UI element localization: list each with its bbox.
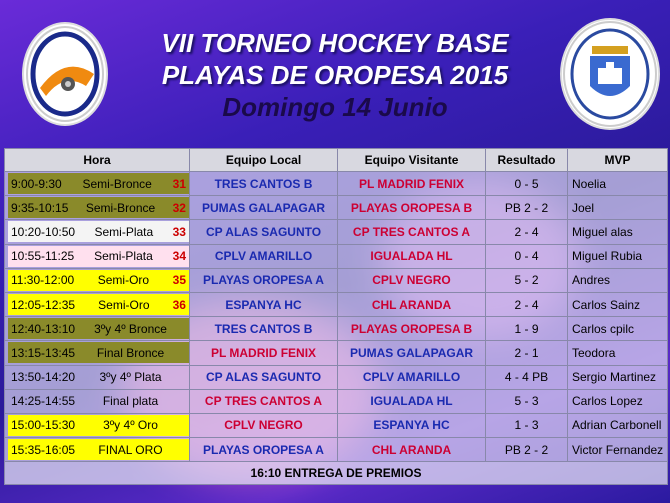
- table-row: [5, 438, 668, 462]
- time-range: 14:25-14:55: [11, 394, 76, 409]
- time-cell: [5, 341, 190, 365]
- town-seal: [560, 18, 660, 130]
- table-row: [5, 196, 668, 220]
- away-team: CP TRES CANTOS A: [338, 220, 486, 244]
- title-line-3: Domingo 14 Junio: [222, 92, 448, 122]
- away-team: IGUALADA HL: [338, 389, 486, 413]
- result: PB 2 - 2: [486, 196, 568, 220]
- home-team: CP ALAS SAGUNTO: [190, 220, 338, 244]
- mvp-player: Miguel Rubia: [568, 244, 668, 268]
- home-team: CP TRES CANTOS A: [190, 389, 338, 413]
- result: 2 - 1: [486, 341, 568, 365]
- match-number: 31: [172, 176, 186, 191]
- result: 5 - 2: [486, 268, 568, 292]
- match-number: 34: [172, 249, 186, 264]
- schedule-table: [4, 148, 667, 485]
- column-header-resultado: Resultado: [486, 149, 568, 172]
- phase-label: Final plata: [102, 394, 159, 409]
- time-cell: [5, 292, 190, 316]
- table-row: [5, 341, 668, 365]
- time-cell: [5, 438, 190, 462]
- phase-label: Semi-Plata: [94, 249, 153, 264]
- column-header-mvp: MVP: [568, 149, 668, 172]
- time-cell: [5, 172, 190, 196]
- phase-label: 3ºy 4º Plata: [99, 370, 162, 385]
- mvp-player: Victor Fernandez: [568, 438, 668, 462]
- result: 1 - 3: [486, 413, 568, 437]
- result: 2 - 4: [486, 220, 568, 244]
- mvp-player: Adrian Carbonell: [568, 413, 668, 437]
- time-range: 10:55-11:25: [11, 249, 75, 264]
- away-team: PL MADRID FENIX: [338, 172, 486, 196]
- time-range: 10:20-10:50: [11, 224, 76, 239]
- header: [0, 0, 670, 148]
- column-header-local: Equipo Local: [190, 149, 338, 172]
- table-row: [5, 413, 668, 437]
- home-team: ESPANYA HC: [190, 292, 338, 316]
- home-team: PUMAS GALAPAGAR: [190, 196, 338, 220]
- time-range: 11:30-12:00: [11, 273, 75, 288]
- home-team: CP ALAS SAGUNTO: [190, 365, 338, 389]
- time-range: 12:05-12:35: [11, 297, 76, 312]
- mvp-player: Andres: [568, 268, 668, 292]
- mvp-player: Teodora: [568, 341, 668, 365]
- mvp-player: Miguel alas: [568, 220, 668, 244]
- mvp-player: Carlos cpilc: [568, 317, 668, 341]
- away-team: CPLV NEGRO: [338, 268, 486, 292]
- mvp-player: Noelia: [568, 172, 668, 196]
- phase-label: 3ºy 4º Bronce: [94, 321, 167, 336]
- awards-ceremony-text: 16:10 ENTREGA DE PREMIOS: [5, 462, 668, 485]
- away-team: PLAYAS OROPESA B: [338, 196, 486, 220]
- match-number: 33: [172, 224, 186, 239]
- time-range: 13:15-13:45: [11, 345, 76, 360]
- table-row: [5, 172, 668, 196]
- away-team: ESPANYA HC: [338, 413, 486, 437]
- result: 5 - 3: [486, 389, 568, 413]
- away-team: PUMAS GALAPAGAR: [338, 341, 486, 365]
- home-team: PLAYAS OROPESA A: [190, 268, 338, 292]
- home-team: CPLV NEGRO: [190, 413, 338, 437]
- result: 4 - 4 PB: [486, 365, 568, 389]
- time-range: 9:35-10:15: [11, 200, 69, 215]
- table-row: [5, 244, 668, 268]
- time-cell: [5, 196, 190, 220]
- table-header-row: [5, 149, 668, 172]
- table-row: [5, 317, 668, 341]
- phase-label: Final Bronce: [96, 345, 165, 360]
- table-row: [5, 268, 668, 292]
- time-range: 12:40-13:10: [11, 321, 76, 336]
- town-seal-icon: [562, 20, 658, 128]
- home-team: TRES CANTOS B: [190, 317, 338, 341]
- time-cell: [5, 244, 190, 268]
- result: 0 - 5: [486, 172, 568, 196]
- mvp-player: Joel: [568, 196, 668, 220]
- title-line-1: VII TORNEO HOCKEY BASE: [161, 28, 509, 58]
- column-header-hora: Hora: [5, 149, 190, 172]
- title-line-2: PLAYAS DE OROPESA 2015: [161, 60, 509, 90]
- away-team: CPLV AMARILLO: [338, 365, 486, 389]
- phase-label: Semi-Oro: [97, 273, 150, 288]
- time-cell: [5, 268, 190, 292]
- phase-label: 3ºy 4º Oro: [103, 418, 158, 433]
- phase-label: Semi-Plata: [94, 224, 154, 239]
- phase-label: FINAL ORO: [98, 442, 163, 457]
- phase-label: Semi-Bronce: [85, 200, 156, 215]
- result: PB 2 - 2: [486, 438, 568, 462]
- result: 1 - 9: [486, 317, 568, 341]
- away-team: CHL ARANDA: [338, 438, 486, 462]
- time-range: 9:00-9:30: [11, 176, 62, 191]
- mvp-player: Carlos Sainz: [568, 292, 668, 316]
- time-range: 15:35-16:05: [11, 442, 76, 457]
- away-team: CHL ARANDA: [338, 292, 486, 316]
- home-team: CPLV AMARILLO: [190, 244, 338, 268]
- time-cell: [5, 389, 190, 413]
- table-row: [5, 220, 668, 244]
- time-cell: [5, 365, 190, 389]
- table-row: [5, 365, 668, 389]
- mvp-player: Carlos Lopez: [568, 389, 668, 413]
- phase-label: Semi-Oro: [98, 297, 150, 312]
- match-number: 36: [172, 297, 186, 312]
- result: 0 - 4: [486, 244, 568, 268]
- home-team: PLAYAS OROPESA A: [190, 438, 338, 462]
- home-team: TRES CANTOS B: [190, 172, 338, 196]
- table-row: [5, 389, 668, 413]
- time-cell: [5, 317, 190, 341]
- phase-label: Semi-Bronce: [82, 176, 152, 191]
- away-team: IGUALADA HL: [338, 244, 486, 268]
- away-team: PLAYAS OROPESA B: [338, 317, 486, 341]
- footer-row: [5, 462, 668, 485]
- time-range: 13:50-14:20: [11, 370, 76, 385]
- mvp-player: Sergio Martinez: [568, 365, 668, 389]
- column-header-visitante: Equipo Visitante: [338, 149, 486, 172]
- time-cell: [5, 220, 190, 244]
- table-row: [5, 292, 668, 316]
- home-team: PL MADRID FENIX: [190, 341, 338, 365]
- match-number: 32: [172, 200, 186, 215]
- result: 2 - 4: [486, 292, 568, 316]
- time-cell: [5, 413, 190, 437]
- time-range: 15:00-15:30: [11, 418, 76, 433]
- match-number: 35: [172, 273, 186, 288]
